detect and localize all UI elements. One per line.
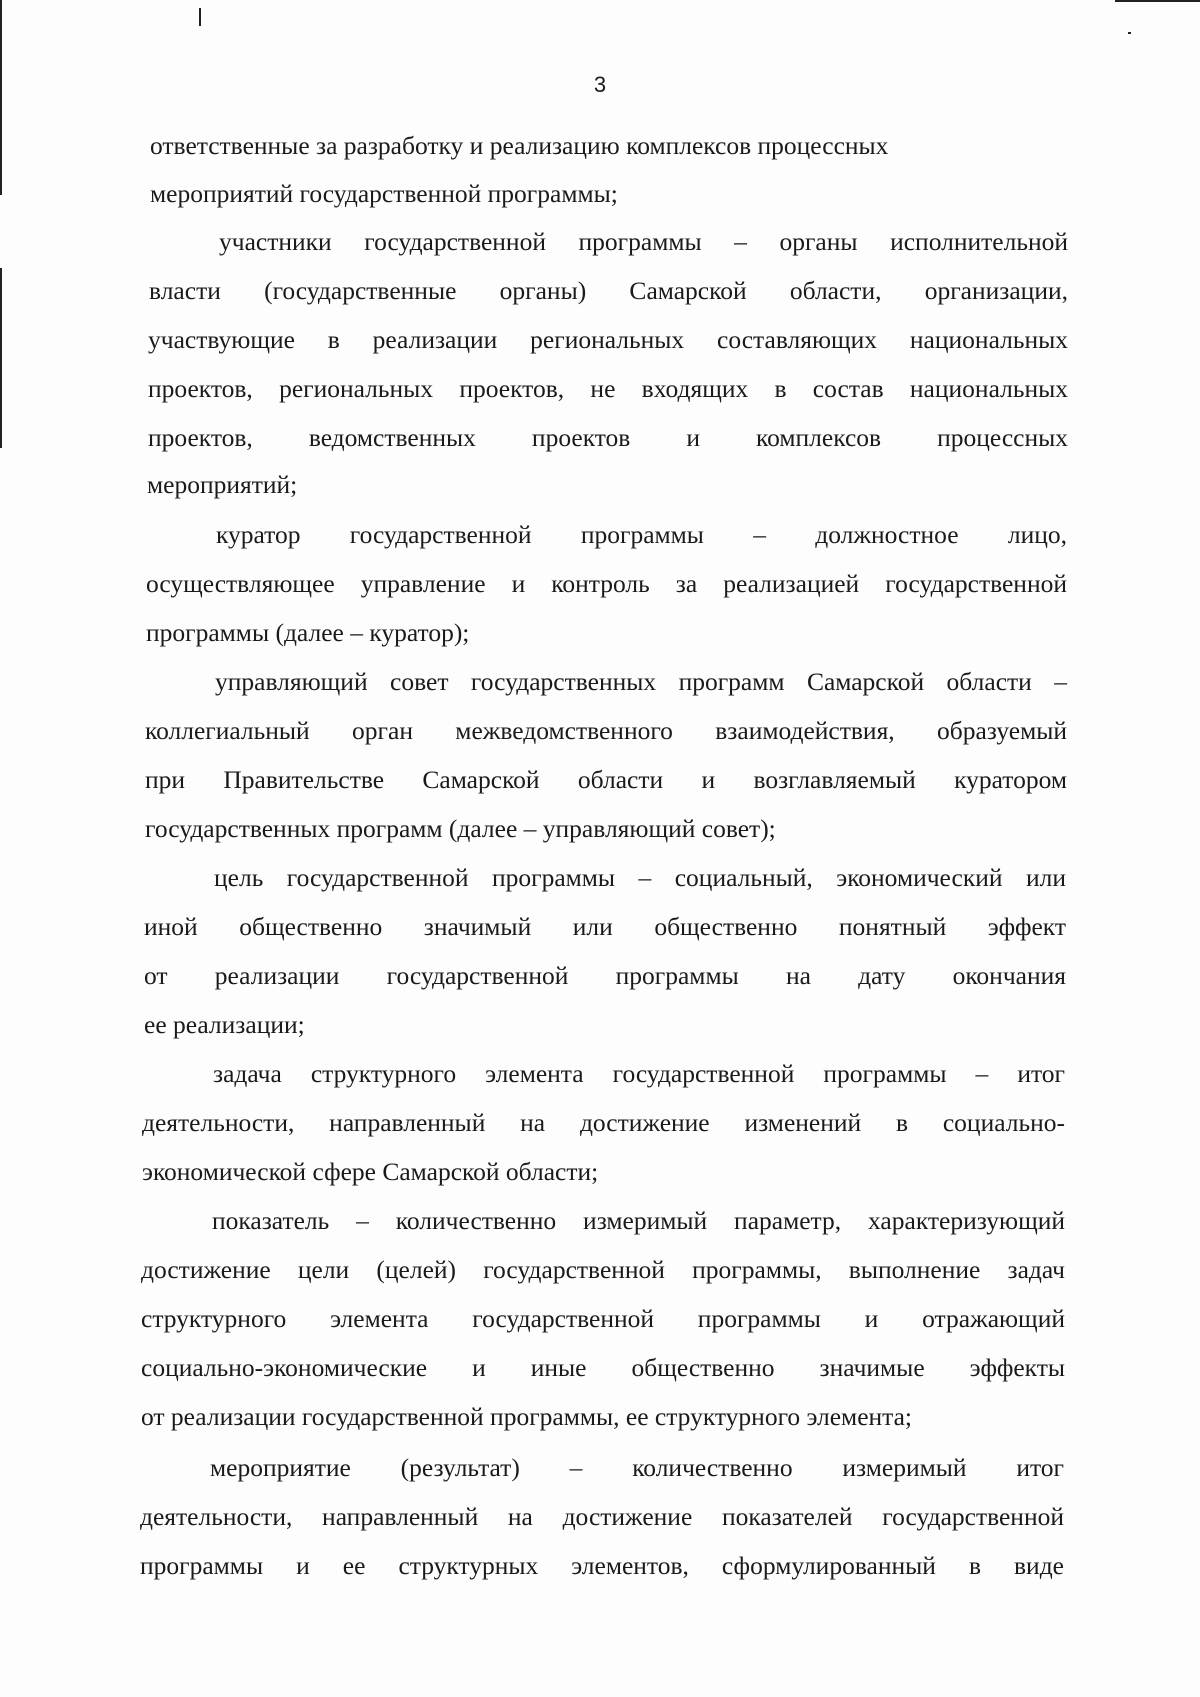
text-line: проектов, региональных проектов, не входящих в состав национальных bbox=[148, 374, 1068, 403]
text-line: структурного элемента государственной программы и отражающий bbox=[141, 1304, 1065, 1333]
text-line: проектов, ведомственных проектов и комплексов процессных bbox=[148, 423, 1068, 452]
text-line: деятельности, направленный на достижение изменений в социально- bbox=[142, 1108, 1065, 1137]
text-line: ответственные за разработку и реализацию комплексов процессных bbox=[150, 131, 889, 160]
text-line: иной общественно значимый или общественно понятный эффект bbox=[144, 912, 1066, 941]
scan-mark bbox=[199, 8, 201, 26]
text-line: участвующие в реализации региональных составляющих национальных bbox=[148, 325, 1068, 354]
text-line: программы (далее – куратор); bbox=[146, 618, 470, 647]
text-line: управляющий совет государственных программ Самарской области – bbox=[215, 667, 1067, 696]
text-line: цель государственной программы – социальный, экономический или bbox=[214, 863, 1066, 892]
text-line: показатель – количественно измеримый параметр, характеризующий bbox=[212, 1206, 1065, 1235]
text-line: от реализации государственной программы, ее структурного элемента; bbox=[141, 1402, 913, 1431]
text-line: государственных программ (далее – управляющий совет); bbox=[145, 814, 776, 843]
scan-top-rule bbox=[1115, 0, 1200, 2]
text-line: ее реализации; bbox=[144, 1010, 305, 1039]
text-line: власти (государственные органы) Самарской области, организации, bbox=[149, 276, 1068, 305]
text-line: при Правительстве Самарской области и возглавляемый куратором bbox=[145, 765, 1067, 794]
text-line: программы и ее структурных элементов, сформулированный в виде bbox=[140, 1551, 1064, 1580]
text-line: куратор государственной программы – должностное лицо, bbox=[216, 520, 1067, 549]
text-line: социально-экономические и иные общественно значимые эффекты bbox=[141, 1353, 1065, 1382]
text-line: мероприятие (результат) – количественно измеримый итог bbox=[210, 1453, 1064, 1482]
text-line: от реализации государственной программы на дату окончания bbox=[144, 961, 1066, 990]
text-line: мероприятий; bbox=[147, 470, 298, 499]
text-line: достижение цели (целей) государственной программы, выполнение задач bbox=[141, 1255, 1065, 1284]
text-line: экономической сфере Самарской области; bbox=[142, 1157, 599, 1186]
page-number: 3 bbox=[593, 72, 607, 97]
scan-edge-line bbox=[0, 268, 2, 448]
text-line: мероприятий государственной программы; bbox=[150, 179, 618, 208]
text-line: участники государственной программы – органы исполнительной bbox=[219, 227, 1068, 256]
scan-mark bbox=[1128, 32, 1131, 34]
text-line: задача структурного элемента государственной программы – итог bbox=[213, 1059, 1065, 1088]
text-line: коллегиальный орган межведомственного взаимодействия, образуемый bbox=[145, 716, 1067, 745]
text-line: осуществляющее управление и контроль за реализацией государственной bbox=[146, 569, 1067, 598]
text-line: деятельности, направленный на достижение показателей государственной bbox=[140, 1502, 1064, 1531]
